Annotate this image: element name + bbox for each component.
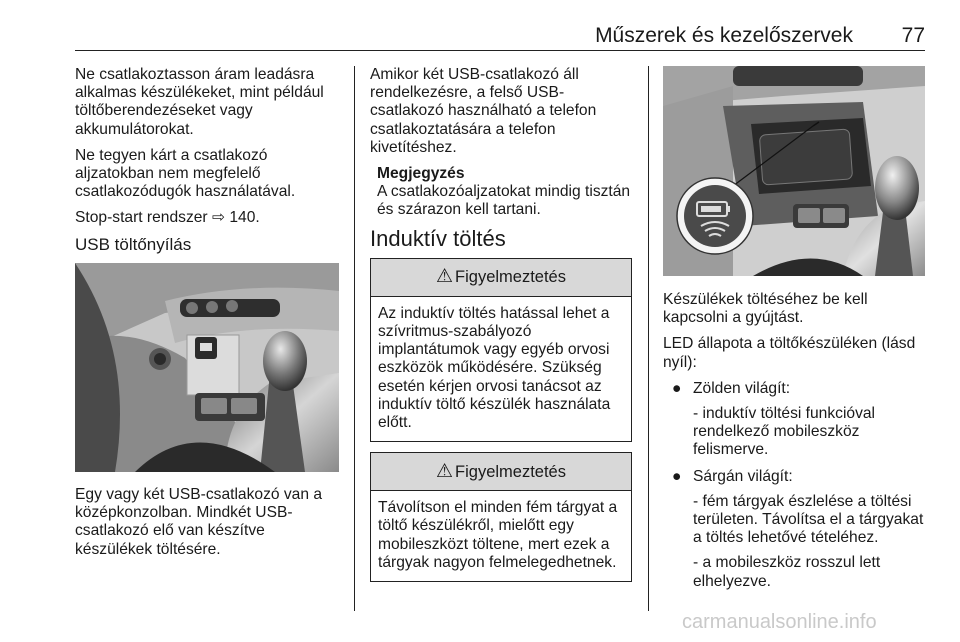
paragraph: Amikor két USB-csatlakozó áll rendelkezésre, a felső USB-csatlakozó használható a telefon csatlakoztatására a telefon kivetítéshez. (370, 66, 597, 156)
paragraph: Egy vagy két USB-csatlakozó van a középkonzolban. Mindkét USB-csatlakozó elő van készítve készülékek töltésére. (75, 486, 323, 558)
warning-triangle-icon: ⚠ (435, 266, 454, 288)
watermark: carmanualsonline.info (682, 611, 877, 633)
column-3 (663, 291, 928, 599)
paragraph: Ne tegyen kárt a csatlakozó aljzatokban nem megfelelő csatlakozódugók használatával. (75, 146, 296, 201)
usb-console-illustration (75, 263, 339, 472)
reference-text: Stop-start rendszer (75, 209, 208, 227)
warning-header (371, 259, 631, 297)
subheading-usb: USB töltőnyílás (75, 234, 192, 254)
detail-text: - fém tárgyak észlelése a töltési területen. Távolítsa el a tárgyakat a töltés lehetővé tételéhez. (693, 492, 924, 547)
warning-box (370, 258, 632, 442)
bullet-label: Zölden világít: (693, 379, 791, 397)
warning-title: Figyelmeztetés (455, 462, 566, 481)
section-title: Műszerek és kezelőszervek (595, 24, 853, 47)
column-divider (354, 66, 355, 611)
bullet-label: Sárgán világít: (693, 467, 793, 485)
column-1-bottom (75, 486, 340, 567)
column-2 (370, 66, 632, 592)
note-box (377, 165, 632, 220)
usb-console-photo (75, 263, 339, 472)
column-1 (75, 66, 340, 268)
inductive-charger-illustration (663, 66, 925, 276)
page-number: 77 (901, 24, 925, 47)
warning-header (371, 453, 631, 491)
bullet-icon: ● (672, 467, 682, 485)
warning-text: Távolítson el minden fém tárgyat a töltő készülékről, mielőtt egy mobileszközt töltene, mert ezek a tárgyak nagyon felmelegedhetnek. (378, 499, 618, 571)
page-header (75, 20, 925, 51)
warning-title: Figyelmeztetés (455, 268, 566, 287)
warning-box (370, 452, 632, 582)
column-divider (648, 66, 649, 611)
right-arrow-outline-icon: ⇨ (211, 209, 226, 227)
reference-page: 140. (229, 209, 260, 227)
bullet-icon: ● (672, 379, 682, 397)
paragraph: Készülékek töltéséhez be kell kapcsolni a gyújtást. (663, 291, 868, 327)
warning-text: Az induktív töltés hatással lehet a szívritmus-szabályozó implantátumok vagy egyéb orvosi eszközök működésére. Szükség esetén kérjen orvosi tanácsot az induktív töltő készülék használata előtt. (378, 304, 611, 432)
paragraph: Ne csatlakoztasson áram leadásra alkalmas készülékeket, mint például töltőberendezéseket vagy akkumulátorokat. (75, 66, 324, 138)
paragraph: LED állapota a töltőkészüléken (lásd nyíl): (663, 335, 916, 371)
note-text: A csatlakozóaljzatokat mindig tisztán és szárazon kell tartani. (377, 183, 631, 219)
bullet-detail (693, 493, 928, 591)
bullet-detail (693, 405, 928, 460)
detail-text: - a mobileszköz rosszul lett elhelyezve. (693, 554, 881, 590)
detail-text: - induktív töltési funkcióval rendelkező mobileszköz felismerve. (693, 405, 876, 459)
warning-triangle-icon: ⚠ (435, 460, 454, 482)
cross-reference[interactable] (75, 209, 340, 227)
inductive-charger-photo (663, 66, 925, 276)
heading-inductive: Induktív töltés (370, 225, 506, 251)
note-title: Megjegyzés (377, 165, 465, 183)
list-item (663, 380, 928, 460)
led-status-list (663, 380, 928, 591)
list-item (663, 468, 928, 591)
